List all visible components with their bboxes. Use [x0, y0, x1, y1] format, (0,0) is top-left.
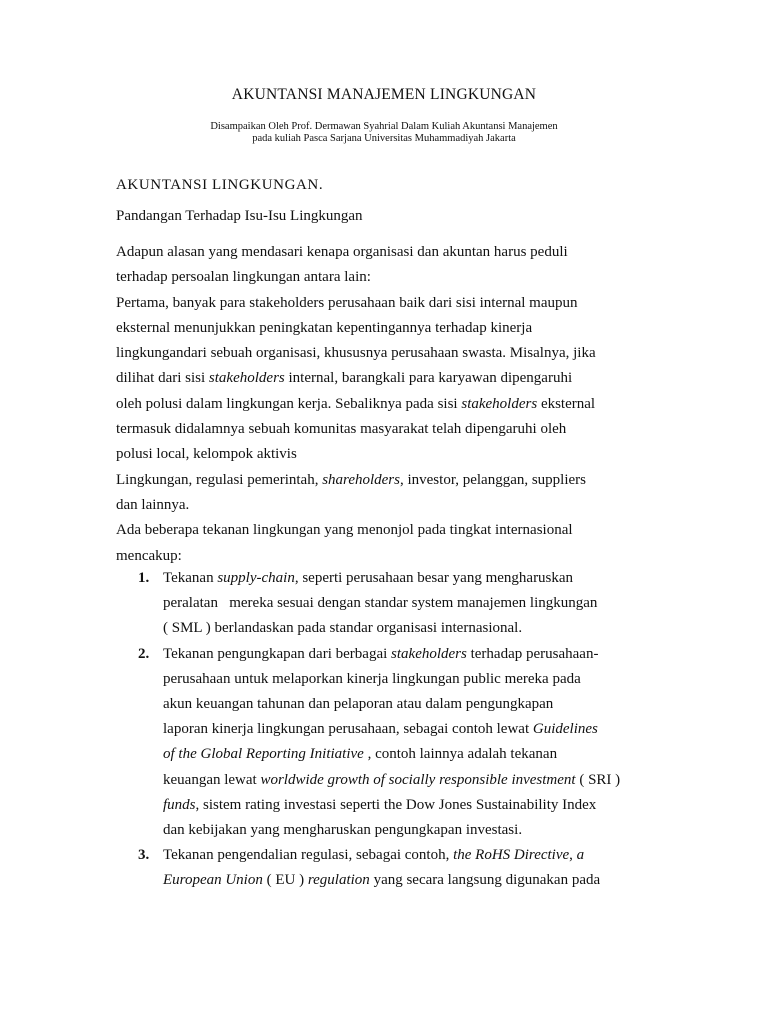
text-run: , contoh lainnya adalah tekanan: [363, 746, 558, 763]
italic-term: European Union: [163, 872, 263, 889]
list-line: [163, 843, 676, 868]
body-line: [116, 366, 676, 391]
list-line: [163, 793, 676, 818]
body-line: dan lainnya.: [116, 496, 190, 513]
list-number: 1.: [138, 570, 150, 586]
italic-term: stakeholders: [391, 645, 467, 662]
italic-term: stakeholders: [461, 395, 538, 412]
text-run: Lingkungan, regulasi pemerintah,: [116, 471, 323, 488]
list-line: [163, 742, 676, 767]
italic-term: a: [576, 847, 585, 864]
text-run: keuangan lewat: [163, 771, 261, 788]
text-run: ( SRI ): [575, 771, 621, 788]
body-line: polusi local, kelompok aktivis: [116, 446, 297, 463]
text-run: dilihat dari sisi: [116, 370, 209, 387]
text-run: , seperti perusahaan besar yang mengharuskan: [294, 570, 574, 586]
text-run: Tekanan pengungkapan dari berbagai: [163, 645, 392, 662]
list-item-text: [163, 566, 676, 642]
subtitle-line-2: pada kuliah Pasca Sarjana Universitas Muhammadiyah Jakarta: [252, 133, 516, 144]
text-run: eksternal: [537, 395, 596, 412]
list-line: ( SML ) berlandaskan pada standar organisasi internasional.: [163, 620, 523, 637]
italic-term: stakeholders: [208, 370, 285, 387]
text-run: ,: [569, 847, 577, 864]
body-line: Ada beberapa tekanan lingkungan yang menonjol pada tingkat internasional: [116, 522, 573, 539]
section-heading: AKUNTANSI LINGKUNGAN.: [116, 177, 324, 193]
body-line: Adapun alasan yang mendasari kenapa organisasi dan akuntan harus peduli: [116, 244, 568, 260]
list-number: 2.: [138, 645, 150, 662]
list-line: akun keuangan tahunan dan pelaporan atau dalam pengungkapan: [163, 695, 554, 712]
list-item-text: [163, 843, 676, 893]
italic-term: Guidelines: [532, 721, 598, 738]
text-run: yang secara langsung digunakan pada: [369, 872, 601, 889]
text-run: oleh polusi dalam lingkungan kerja. Sebaliknya pada sisi: [116, 395, 462, 412]
text-run: laporan kinerja lingkungan perusahaan, sebagai contoh lewat: [163, 721, 533, 738]
list-number: 3.: [138, 847, 150, 864]
italic-term: shareholders: [322, 471, 400, 488]
text-run: ( EU ): [262, 872, 308, 889]
list-item: [116, 642, 676, 844]
list-line: perusahaan untuk melaporkan kinerja lingkungan public mereka pada: [163, 670, 581, 687]
list-item: [116, 566, 676, 642]
list-line: [163, 642, 676, 667]
body-line: eksternal menunjukkan peningkatan kepentingannya terhadap kinerja: [116, 319, 533, 336]
body-line: termasuk didalamnya sebuah komunitas masyarakat telah dipengaruhi oleh: [116, 421, 567, 438]
italic-term: funds: [163, 796, 196, 813]
document-title: AKUNTANSI MANAJEMEN LINGKUNGAN: [231, 86, 537, 103]
body-line: terhadap persoalan lingkungan antara lain:: [116, 269, 371, 286]
list-line: [163, 566, 676, 591]
text-run: , investor, pelanggan, suppliers: [399, 471, 587, 488]
italic-term: of the Global Reporting Initiative: [163, 746, 364, 763]
text-run: internal, barangkali para karyawan dipengaruhi: [284, 370, 573, 387]
italic-term: worldwide growth of socially responsible investment: [260, 771, 576, 788]
list-line: [163, 868, 676, 893]
body-paragraphs: [116, 240, 676, 569]
list-line: [163, 768, 676, 793]
body-line: mencakup:: [116, 547, 182, 564]
text-run: Tekanan: [163, 570, 218, 586]
list-line: dan kebijakan yang mengharuskan pengungkapan investasi.: [163, 821, 523, 838]
body-line: [116, 392, 676, 417]
list-line: [163, 717, 676, 742]
list-item: [116, 843, 676, 893]
list-line: peralatan mereka sesuai dengan standar system manajemen lingkungan: [163, 595, 598, 612]
body-line: Pertama, banyak para stakeholders perusahaan baik dari sisi internal maupun: [116, 294, 578, 311]
numbered-list: [116, 566, 676, 893]
italic-term: the RoHS Directive: [453, 847, 570, 864]
text-run: terhadap perusahaan-: [466, 645, 599, 662]
list-item-text: [163, 642, 676, 844]
italic-term: regulation: [307, 872, 370, 889]
body-line: lingkungandari sebuah organisasi, khususnya perusahaan swasta. Misalnya, jika: [116, 345, 596, 362]
body-line: [116, 468, 676, 493]
text-run: Tekanan pengendalian regulasi, sebagai contoh,: [163, 847, 454, 864]
subtitle-line-1: Disampaikan Oleh Prof. Dermawan Syahrial Dalam Kuliah Akuntansi Manajemen: [210, 121, 558, 132]
italic-term: supply-chain: [217, 570, 295, 586]
subsection-heading: Pandangan Terhadap Isu-Isu Lingkungan: [116, 208, 363, 224]
text-run: , sistem rating investasi seperti the Dow Jones Sustainability Index: [195, 796, 597, 813]
